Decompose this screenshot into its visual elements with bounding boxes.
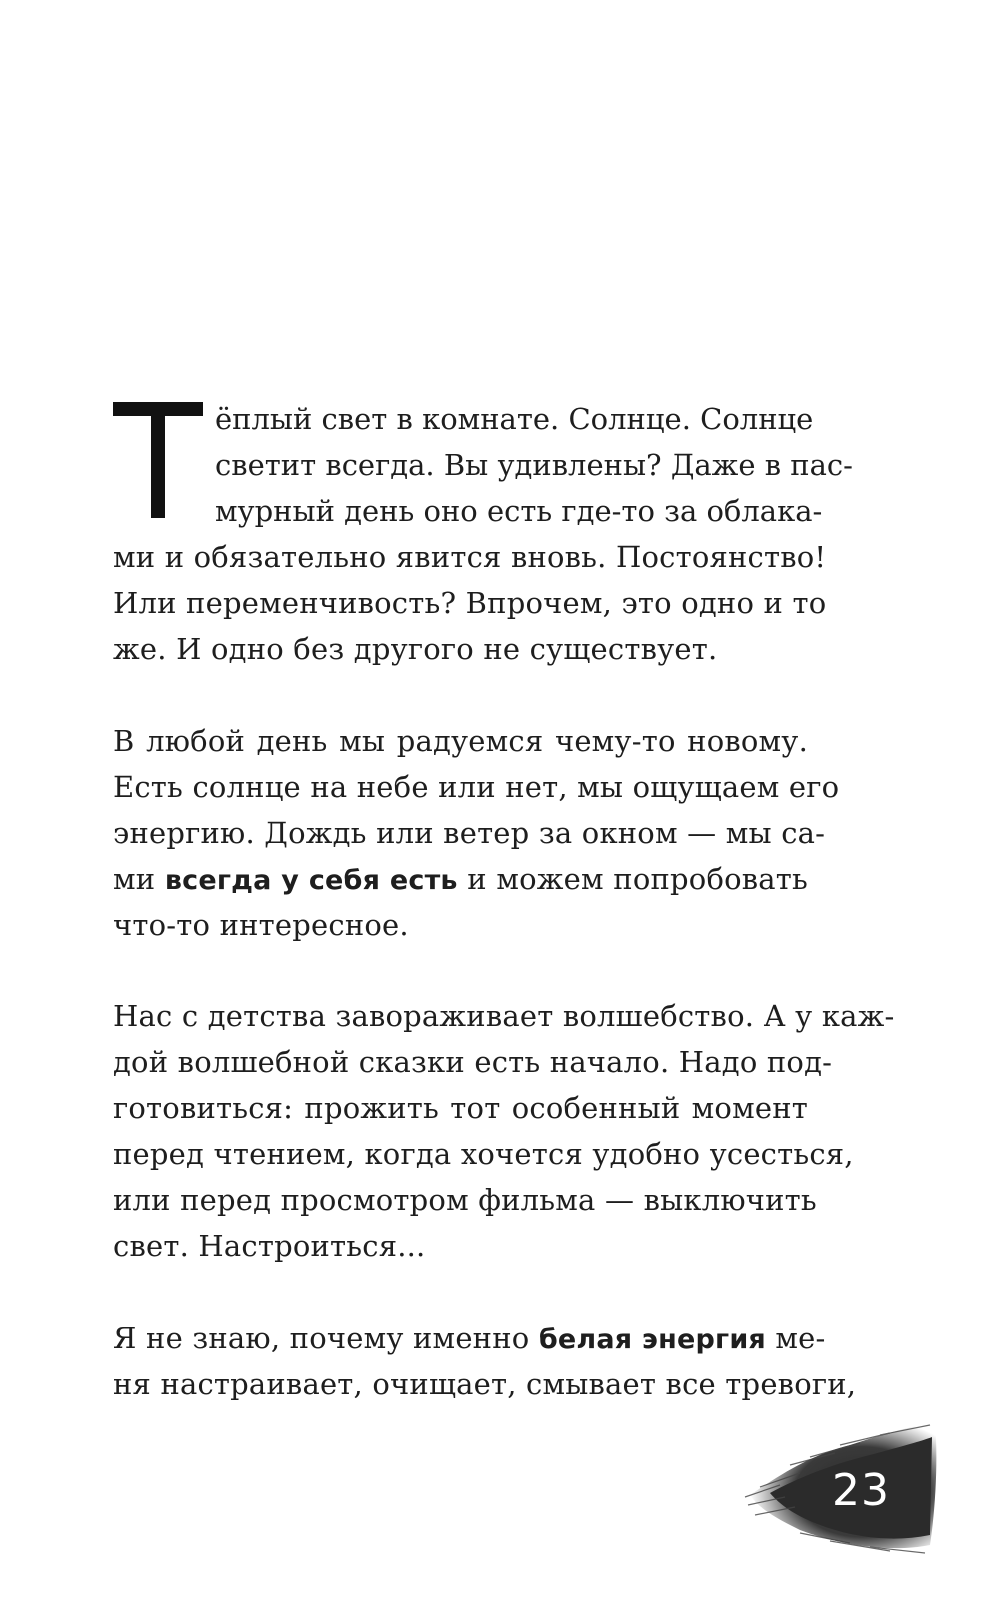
text-segment: Я не знаю, почему именно	[113, 1321, 539, 1355]
text-line: что-то интересное.	[113, 908, 409, 942]
paragraph-1-indented	[215, 396, 853, 534]
text-line: же. И одно без другого не существует.	[113, 632, 718, 666]
text-line: светит всегда. Вы удивлены? Даже в пас-	[215, 448, 853, 482]
text-line: Или переменчивость? Впрочем, это одно и то	[113, 586, 827, 620]
text-segment: ме-	[765, 1321, 826, 1355]
text-line	[113, 856, 808, 902]
page-number: 23	[832, 1465, 890, 1516]
drop-cap	[113, 398, 203, 514]
text-line: В любой день мы радуемся чему-то новому.	[113, 724, 808, 758]
paragraph-1	[113, 534, 827, 672]
text-line: энергию. Дождь или ветер за окном — мы са-	[113, 816, 826, 850]
text-line: ня настраивает, очищает, смывает все тревоги,	[113, 1367, 857, 1401]
text-line: свет. Настроиться...	[113, 1229, 426, 1263]
text-line: Есть солнце на небе или нет, мы ощущаем его	[113, 770, 840, 804]
paragraph-4	[113, 1315, 857, 1407]
text-line	[113, 1315, 826, 1361]
page-number-badge	[740, 1415, 940, 1560]
text-segment: и можем попробовать	[457, 862, 809, 896]
text-line: мурный день оно есть где-то за облака-	[215, 494, 823, 528]
text-line: готовиться: прожить тот особенный момент	[113, 1091, 808, 1125]
text-segment: ми	[113, 862, 165, 896]
paragraph-2	[113, 718, 840, 948]
text-line: перед чтением, когда хочется удобно усесться,	[113, 1137, 854, 1171]
bold-phrase: белая энергия	[538, 1324, 766, 1355]
text-line: ми и обязательно явится вновь. Постоянство!	[113, 540, 827, 574]
bold-phrase: всегда у себя есть	[164, 865, 458, 896]
text-line: дой волшебной сказки есть начало. Надо под-	[113, 1045, 833, 1079]
text-line: Нас с детства завораживает волшебство. А у каж-	[113, 999, 895, 1033]
text-line: или перед просмотром фильма — выключить	[113, 1183, 817, 1217]
text-line: ёплый свет в комнате. Солнце. Солнце	[215, 402, 814, 436]
paragraph-3	[113, 993, 895, 1269]
